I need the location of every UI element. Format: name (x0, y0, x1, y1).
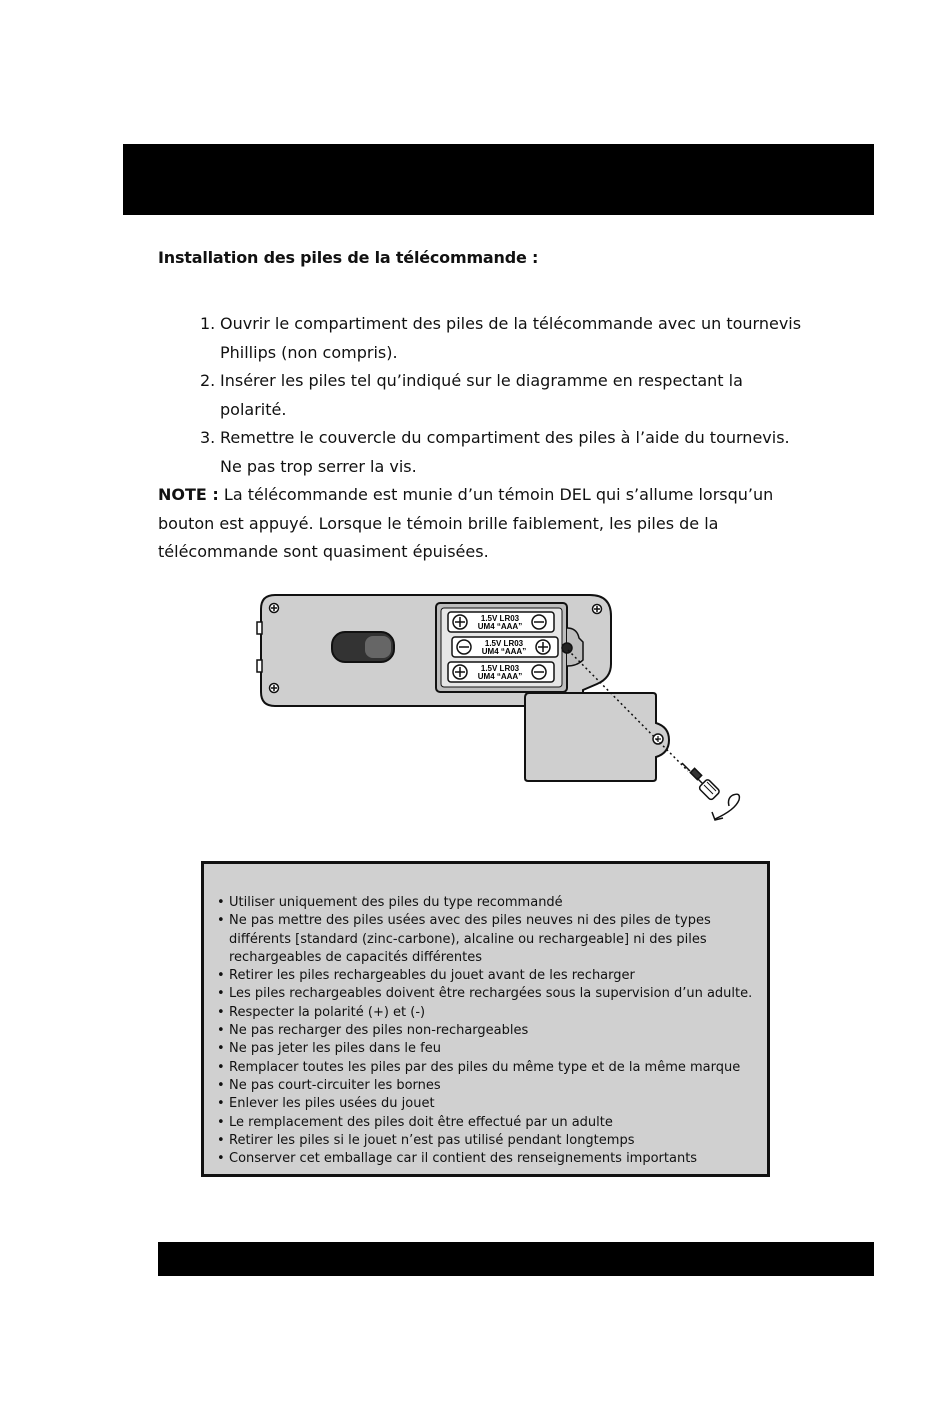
footer-bar (158, 1242, 874, 1276)
list-item: • Ne pas jeter les piles dans le feu (217, 1041, 441, 1057)
svg-text:UM4 “AAA”: UM4 “AAA” (477, 672, 523, 681)
svg-text:UM4 “AAA”: UM4 “AAA” (481, 647, 527, 656)
list-item: • Les piles rechargeables doivent être rechargées sous la supervision d’un adulte. (217, 986, 753, 1002)
battery-2 (452, 637, 558, 657)
battery-cover (525, 693, 669, 781)
list-item: • Retirer les piles rechargeables du jouet avant de les recharger (217, 968, 635, 984)
battery-diagram (245, 588, 755, 828)
battery-3 (448, 662, 554, 682)
list-item: • Ne pas court-circuiter les bornes (217, 1077, 441, 1093)
steps-list (200, 310, 810, 481)
note-text: La télécommande est munie d’un témoin DEL qui s’allume lorsqu’un bouton est appuyé. Lorsque le témoin brille faiblement, les piles de la télécommande sont quasiment épuisées. (158, 485, 774, 561)
warning-list (215, 894, 755, 1168)
list-item: 3. Remettre le couvercle du compartiment des piles à l’aide du tournevis. Ne pas trop serrer la vis. (200, 428, 790, 476)
svg-text:1.5V LR03: 1.5V LR03 (480, 664, 520, 673)
list-item: • Utiliser uniquement des piles du type recommandé (217, 895, 563, 910)
battery-1 (448, 612, 554, 632)
list-item: • Retirer les piles si le jouet n’est pas utilisé pendant longtemps (217, 1132, 635, 1148)
list-item: • Conserver cet emballage car il contient des renseignements importants (217, 1151, 698, 1167)
list-item: • Respecter la polarité (+) et (-) (217, 1004, 426, 1020)
section-title: Installation des piles de la télécommande : (158, 248, 539, 267)
warning-box (201, 861, 770, 1177)
note-paragraph (158, 481, 813, 567)
svg-text:1.5V LR03: 1.5V LR03 (480, 614, 520, 623)
list-item: • Ne pas recharger des piles non-rechargeables (217, 1023, 529, 1039)
list-item: 2. Insérer les piles tel qu’indiqué sur le diagramme en respectant la polarité. (200, 371, 743, 419)
note-label: NOTE : (158, 485, 219, 504)
svg-text:UM4 “AAA”: UM4 “AAA” (477, 622, 523, 631)
svg-text:1.5V LR03: 1.5V LR03 (484, 639, 524, 648)
list-item: • Remplacer toutes les piles par des piles du même type et de la même marque (217, 1059, 741, 1075)
led-window (332, 632, 394, 662)
header-bar (123, 144, 874, 215)
list-item: • Le remplacement des piles doit être effectué par un adulte (217, 1114, 613, 1130)
list-item: • Enlever les piles usées du jouet (217, 1096, 435, 1112)
screwdriver-icon (682, 763, 739, 820)
list-item: 1. Ouvrir le compartiment des piles de la télécommande avec un tournevis Phillips (non compris). (200, 314, 802, 362)
list-item: • Ne pas mettre des piles usées avec des piles neuves ni des piles de types différents [standard (zinc-carbone), alcaline ou rechargeable] ni des piles rechargeables de capacités différentes (217, 913, 711, 965)
